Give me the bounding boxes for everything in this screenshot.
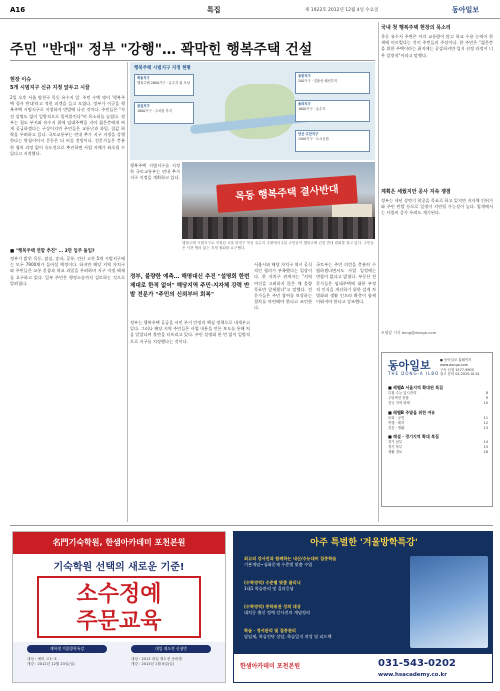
ad-right-headline: 아주 특별한 '겨울방학특강': [310, 538, 418, 548]
ad-right-website: www.hsacademy.co.kr: [378, 672, 447, 678]
protest-banner: 목동 행복주택 결사반대: [216, 175, 358, 213]
ad-left-slogan-box: [37, 576, 201, 638]
ad-right-contact-bar: [234, 654, 493, 683]
article-col4-text: 서울시와 해당 자치구 역시 공식적인 협의가 부족했다는 입장이다. 한 자치구 관계자는 "지역 여건을 고려하지 않은 채 물량 목표만 앞세웠다"고 말했다. 전문가들은 주민 참여를 보장하는 절차를 마련해야 한다고 조언한다.: [254, 262, 312, 311]
site-map-graphic: [130, 62, 375, 160]
photo-crowd: [182, 217, 375, 239]
paper-index-box: [381, 352, 493, 507]
ad-left-slogan-2: 주문교육: [76, 609, 162, 634]
index-section-title: ■ 레벨B 주말을 위한 여유: [388, 409, 436, 415]
index-row: 특집 수능 입시전략 8: [388, 391, 488, 395]
byline: 조영달 기자 dong@donga.com: [381, 330, 437, 335]
ad-right-item: 학습 · 정서관리 및 집중관리 담임제, 학습진단 상담, 학습일지 작성 및 피드백: [244, 628, 332, 639]
index-sections: [388, 385, 488, 455]
right-col-text1: 목동 유수지 주변은 이미 교통량이 많고 학교 수용 능력이 한계에 이르렀다는 것이 주민들의 주장이다. 한 주민은 "젊은층을 위한 주택이라는 취지에는 공감하지만 입지 선정 과정이 너무 일방적"이라고 말했다.: [381, 34, 493, 58]
index-row: 문화 · 공연 11: [388, 415, 488, 420]
article-col5-text: 국토부는 주민 의견을 충분히 수렴하겠다면서도 사업 일정에는 변함이 없다고 밝혔다. 부동산 전문가들은 임대주택에 대한 부정적 인식을 개선하기 위한 설계 차별화와 생활 인프라 확충이 함께 이뤄져야 한다고 강조했다.: [316, 262, 376, 305]
article-col3-text: 정부는 행복주택 공급을 서민 주거 안정의 핵심 정책으로 내세우고 있다. 그러나 해당 지역 주민들은 사업 내용을 언론 보도를 통해 처음 알았다며 불만을 터뜨리고 있다. 주민 설명회 한 번 없이 일방적으로 지구를 지정했다는 것이다.: [130, 320, 250, 344]
index-row: 주말섹션 종합 9: [388, 395, 488, 400]
academy-ad-right: [233, 531, 493, 683]
index-logo-en: THE DONG-A ILBO: [388, 371, 440, 376]
article-kicker: 현장 이슈: [10, 77, 32, 83]
article-headline: 주민 "반대" 정부 "강행"… 꽉막힌 행복주택 건설: [10, 42, 313, 58]
ad-right-brand: 한샘아카데미 포천본원: [240, 663, 301, 670]
right-col-title1: 국내 첫 행복주택 현장의 목소리: [381, 25, 451, 31]
ad-left-programs: [13, 642, 225, 682]
ad-right-photo: [410, 556, 488, 648]
right-col-title2: 계획은 세웠지만 공사 지속 쟁점: [381, 189, 451, 195]
ad-separator-rule: [10, 525, 493, 526]
issue-date: 제 1922호 2012년 12월 4일 수요일: [305, 8, 379, 13]
photo-side-text: 행복주택 시범지구를 지정한 국토교통부는 연내 추가 지구 지정을 계획하고 있다.: [130, 163, 180, 181]
ad-left-banner: 名門기숙학원, 한샘아카데미 포천본원: [13, 532, 225, 554]
index-info: ● 동아일보 홈페이지 www.donga.com 구독 신청 1577-9900 광고 문의 02-2020-0114: [440, 358, 480, 377]
column-divider: [127, 62, 128, 522]
map-box-mokdong: 목동지구 행복주택 2800가구 · 유수지 위 조성: [134, 74, 194, 96]
map-box-jamsil: 잠실지구 1800가구 · 주차장 부지: [134, 102, 194, 124]
article-col1-text: 2일 오후 서울 양천구 목동 유수지 앞. 주민 수백 명이 '행복주택 결사 반대'라고 적힌 피켓을 들고 모였다. 정부가 이곳을 행복주택 시범지구로 지정하자 반발에 나선 것이다. 주민들은 "사전 설명도 없이 일방적으로 밀어붙인다"며 목소리를 높였다. 정부는 철도 부지와 유수지 위에 임대주택을 지어 젊은층에게 싸게 공급하겠다는 구상이지만 주민들은 교통난과 과밀, 집값 하락을 우려하고 있다. 국토교통부는 연내 추가 지구 지정을 강행한다는 방침이어서 갈등은 더 커질 전망이다. 전문가들은 충분한 협의 과정 없이 속도전으로 추진하면 사업 자체가 좌초될 수 있다고 지적했다.: [10, 95, 125, 156]
map-box-gongneung: 공릉지구 200가구 · 경춘선 폐선부지: [295, 72, 370, 94]
index-row: 생활 정보 16: [388, 450, 488, 455]
ad-right-item: (수학영역) 수준별 맞춤 클리닉 1대1 학습관리 및 질의응답: [244, 580, 301, 591]
index-row: 경기 남부 14: [388, 440, 488, 445]
article-subtitle: 5개 시범지구 신규 지정 앞두고 시끌: [10, 85, 90, 91]
index-section-title: ■ 해설 · 경기지역 확대 특집: [388, 434, 439, 440]
section-name: 특집: [207, 6, 221, 14]
ad-right-phone: 031-543-0202: [378, 658, 456, 669]
map-title: 행복주택 시범지구 지정 현황: [134, 66, 191, 71]
index-row: 건강 · 생활 13: [388, 425, 488, 430]
newspaper-logo: 동아일보: [452, 5, 480, 14]
article-col1-text2: 정부가 밝힌 목동, 잠실, 송파, 공릉, 안산 고잔 5개 시범지구에는 모두 7900채가 들어설 예정이다. 하지만 해당 지역 자치구와 주민들은 교통 혼잡과 학교 과밀을 우려하며 지구 지정 해제를 요구하고 있다. 일부 주민은 행정소송까지 검토하는 것으로 알려졌다.: [10, 256, 125, 286]
map-box-ansan: 안산 고잔지구 1500가구 · 도시공원: [295, 130, 370, 152]
headline-rule: [10, 60, 375, 61]
ad-program-pill-1: 재학생 겨울방학특강: [27, 645, 107, 653]
ad-left-subtitle: 기숙학원 선택의 새로운 기준!: [53, 562, 185, 573]
academy-ad-left: [12, 531, 226, 683]
photo-caption: 행복주택 시범지구로 지정된 서울 양천구 목동 유수지 주변에서 2일 주민들이 행복주택 건설 반대 집회를 열고 있다. 주민들은 사전 협의 없는 지정 철회를 요구했다.: [182, 241, 374, 250]
page-number: A16: [10, 6, 26, 14]
ad-program-1-details: 대상 : 예비 고1~3 개강 : 2012년 12월 23일(일): [27, 657, 75, 667]
map-land-shape: [225, 84, 295, 139]
ad-left-slogan-1: 소수정예: [76, 582, 162, 607]
index-row: 전국 지역 화제 10: [388, 400, 488, 405]
index-logo: 동아일보: [388, 359, 431, 372]
right-col-text2: 정부는 내년 상반기 착공을 목표로 하고 있지만 지자체 인허가와 주민 반발 등으로 일정이 지연될 가능성이 높다. 업계에서는 사업비 증가 우려도 제기된다.: [381, 198, 493, 216]
col1-subhead: ■ "행복주택 연말 추진" … 2만 입주 돌입?: [10, 249, 95, 254]
page-header: [0, 0, 500, 19]
right-column: [381, 24, 493, 336]
right-column-divider: [378, 22, 379, 522]
ad-right-item: (수학영역) 중하위권 성적 대상 대치동 출신 정예 강사진의 개념정리: [244, 604, 311, 615]
index-section-title: ■ 레벨A 서울지역 확대된 특집: [388, 385, 443, 390]
map-box-songpa: 송파지구 1600가구 · 유수지: [295, 100, 370, 122]
ad-program-2-details: 대상 : 2013 대입 재도전 준비생 개강 : 2013년 1월 6일(일): [131, 657, 182, 667]
ad-right-item: 최고의 강사진과 함께하는 내신/수능대비 집중학습 기본개념~심화문제 수준별 맞춤 수업: [244, 556, 337, 567]
index-row: 여행 · 레저 12: [388, 420, 488, 425]
index-row: 경기 북부 15: [388, 445, 488, 450]
protest-photo: [182, 162, 375, 239]
ad-program-pill-2: 대입 재도전 신청반: [131, 645, 211, 653]
article-deck: 정부, 불량한 예측… 해명대신 추진 "설명회 한번 제대로 한적 없어" 해당지역 주민·지자체 강력 반발 전문가 "주민의 신뢰부터 회복": [130, 274, 250, 298]
